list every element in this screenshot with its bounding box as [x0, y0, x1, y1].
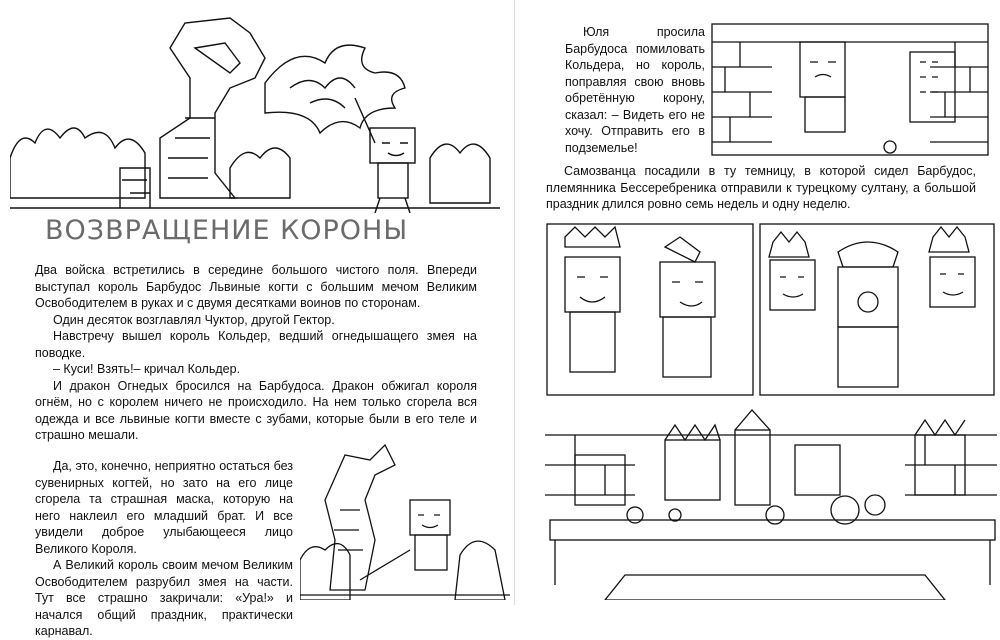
page-spine: [514, 0, 515, 605]
paragraph: Два войска встретились в середине большого чистого поля. Впереди выступал король Барбудос Львиные когти с большим мечом Великим Освободителем в руках и с двумя десятками воинов по сторонам.: [35, 263, 477, 310]
right-page: [520, 0, 1000, 605]
chapter-heading: ВОЗВРАЩЕНИЕ КОРОНЫ: [45, 215, 409, 246]
kings-and-jester-illustration: [545, 222, 755, 397]
paragraph: Самозванца посадили в ту темницу, в которой сидел Барбудос, племянника Бессеребреника отправили к турецкому султану, а большой праздник длился ровно семь недель и одну неделю.: [546, 164, 976, 211]
paragraph: Один десяток возглавлял Чуктор, другой Гектор.: [53, 312, 335, 327]
paragraph: А Великий король своим мечом Великим Освободителем разрубил змея на части. Тут все страшно закричали: «Ура!» и начался общий праздник, практически карнавал.: [35, 558, 293, 638]
dungeon-illustration: [710, 22, 990, 157]
main-text-block: [35, 262, 477, 444]
paragraph: И дракон Огнедых бросился на Барбудоса. Дракон обжигал короля огнём, но с королем ничего не происходило. На нем только сгорела вся одежда и все львиные когти вместе с зубами, которые были в его теле и страшно мешали.: [35, 378, 477, 442]
dragon-battle-illustration: [10, 8, 500, 213]
royal-court-illustration: [758, 222, 996, 397]
paragraph: Да, это, конечно, неприятно остаться без сувенирных когтей, но зато на его лице сгорела та страшная маска, которую на него наклеил его младший брат. И все увидели доброе улыбающееся лицо Великого Короля.: [35, 459, 293, 556]
side-text-block: [35, 458, 293, 640]
right-middle-text: [546, 163, 976, 213]
paragraph: Юля просила Барбудоса помиловать Кольдера, но король, поправляя свою вновь обретённую корону, сказал: – Видеть его не хочу. Отправить его в подземелье!: [565, 25, 705, 155]
knight-slays-serpent-illustration: [300, 440, 510, 600]
right-top-text: [565, 24, 705, 156]
paragraph: – Куси! Взять!– кричал Кольдер.: [53, 362, 241, 376]
paragraph: Навстречу вышел король Кольдер, ведший огнедышащего змея на поводке.: [35, 329, 477, 360]
feast-illustration: [545, 405, 997, 600]
